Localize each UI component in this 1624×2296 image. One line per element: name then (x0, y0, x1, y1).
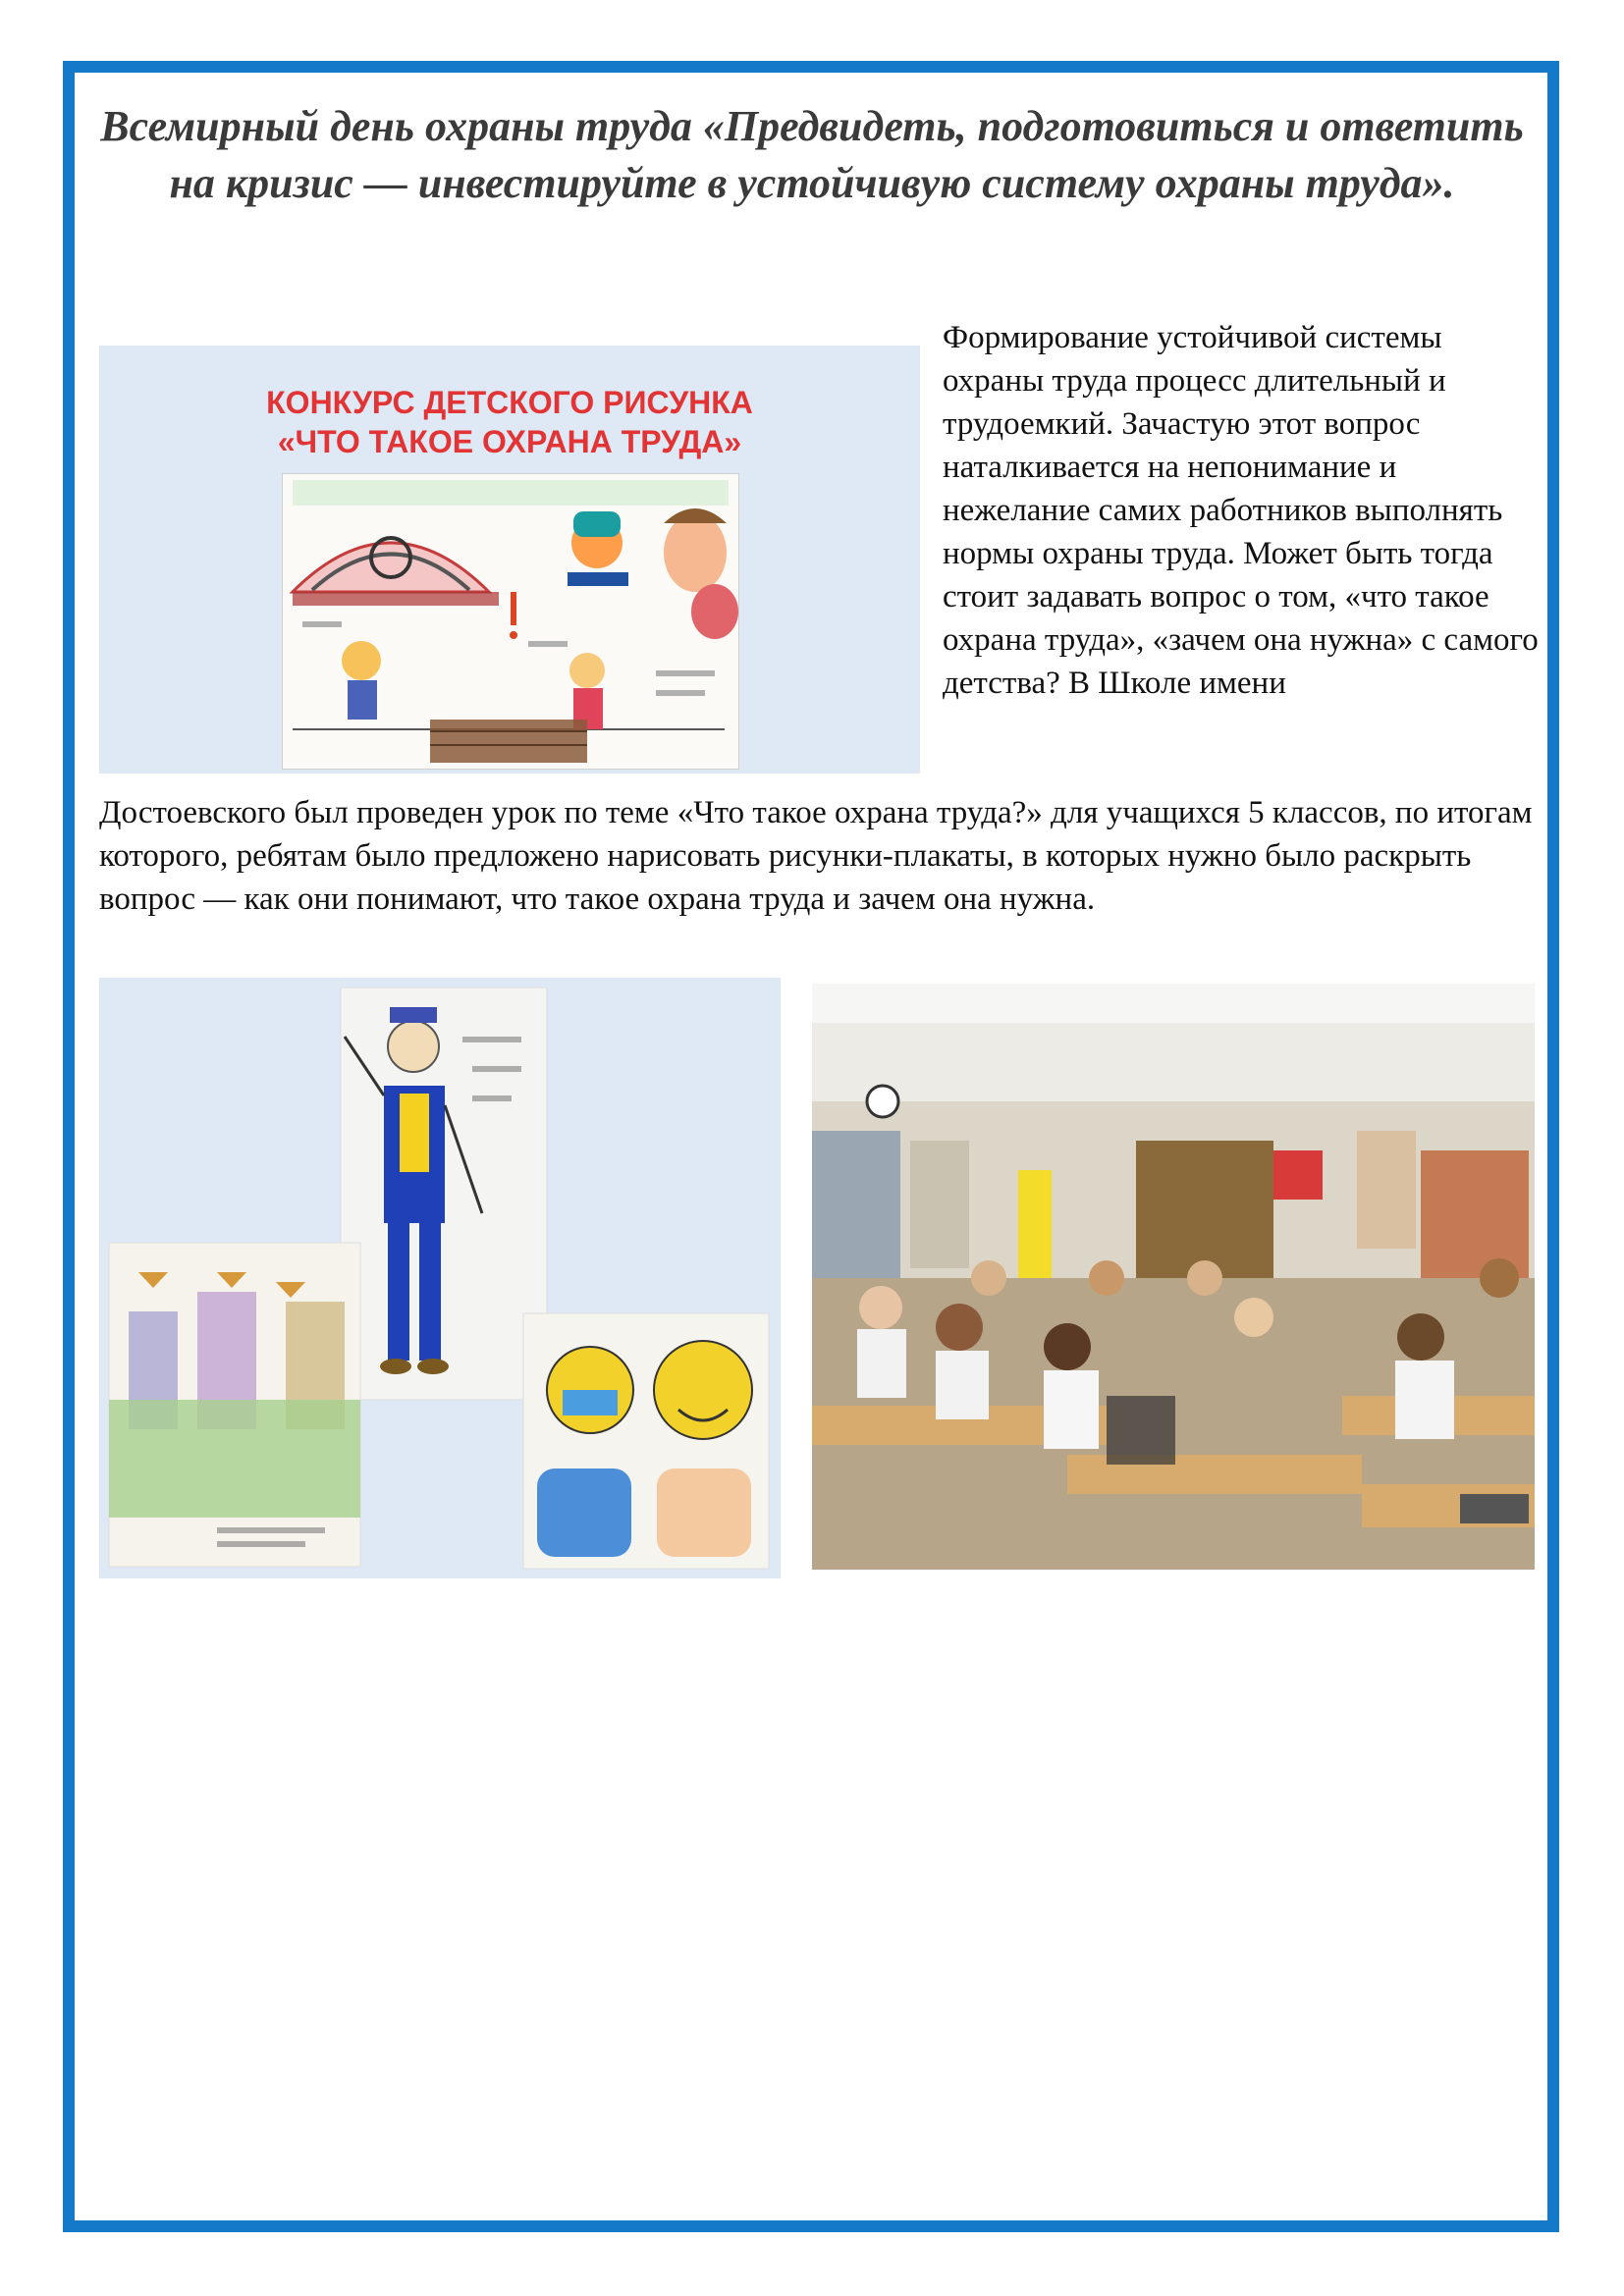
classroom-photo (812, 984, 1535, 1570)
lesson-paragraph: Достоевского был проведен урок по теме «Что такое охрана труда?» для учащихся 5 классов, по итогам которого, ребятам было предложено нарисовать рисунки-плакаты, в которых нужно было раскрыть вопрос — как они понимают, что такое охрана труда и зачем она нужна. (99, 795, 1533, 917)
drawings-collage-illustration (99, 978, 781, 1578)
classroom-photo-illustration (812, 984, 1535, 1570)
intro-paragraph: Формирование устойчивой системы охраны труда процесс длительный и трудоемкий. Зачастую этот вопрос наталкивается на непонимание и нежелание самих работников выполнять нормы охраны труда. Может быть тогда стоит задавать вопрос о том, «что такое охрана труда», «зачем она нужна» с самого детства? В Школе имени (943, 320, 1539, 701)
poster-child-drawing (282, 473, 739, 770)
child-drawing-illustration (283, 474, 738, 769)
drawings-collage-image (99, 978, 781, 1578)
page-title: Всемирный день охраны труда «Предвидеть, подготовиться и ответить на кризис — инвестируйте в устойчивую систему охраны труда». (100, 102, 1524, 207)
poster-heading-line1: КОНКУРС ДЕТСКОГО РИСУНКА (266, 385, 753, 420)
poster-heading-line2: «ЧТО ТАКОЕ ОХРАНА ТРУДА» (277, 424, 742, 459)
contest-poster-image (99, 346, 920, 774)
poster-heading (99, 383, 920, 461)
